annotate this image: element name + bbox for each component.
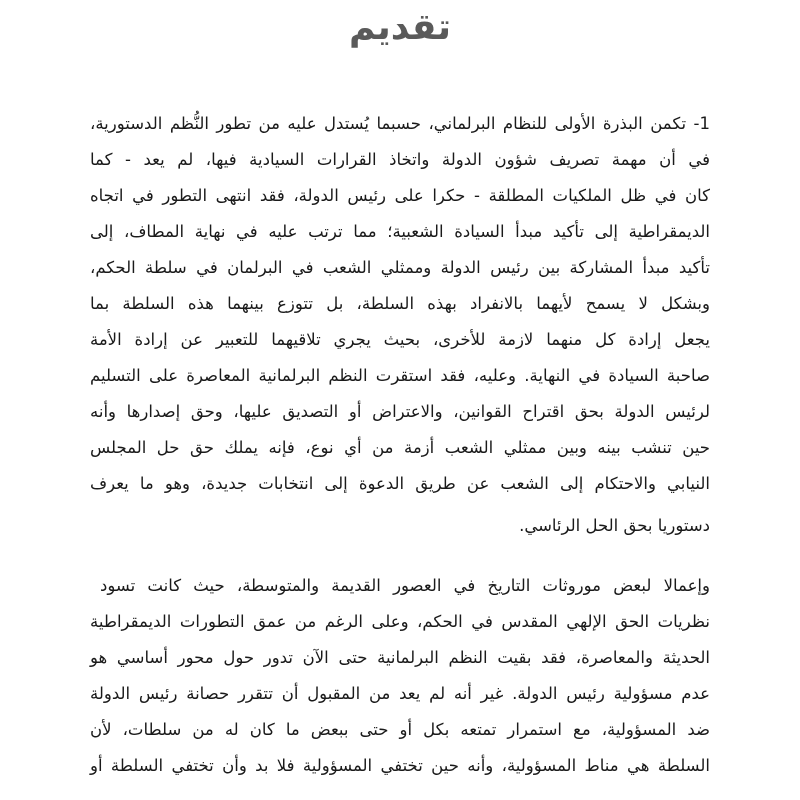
text-line: كان في ظل الملكيات المطلقة - حكرا على رئيس الدولة، فقد انتهى التطور في اتجاه [90,186,710,205]
text-line: تأكيد مبدأ المشاركة بين رئيس الدولة وممثلي الشعب في البرلمان في سلطة الحكم، [90,258,710,277]
text-line: دستوريا بحق الحل الرئاسي. [519,516,710,535]
text-line: يجعل إرادة كل منهما لازمة للأخرى، بحيث يجري تلاقيهما للتعبير عن إرادة الأمة [90,330,710,349]
text-line: صاحبة السيادة في النهاية. وعليه، فقد استقرت النظم البرلمانية المعاصرة على التسليم [90,366,710,385]
text-line: السلطة هي مناط المسؤولية، وأنه حين تختفي المسؤولية فلا بد وأن تختفي السلطة أو [90,756,710,775]
text-line: وإعمالا لبعض موروثات التاريخ في العصور القديمة والمتوسطة، حيث كانت تسود [100,576,710,595]
text-line: الحديثة والمعاصرة، فقد بقيت النظم البرلمانية حتى الآن تدور حول محور أساسي هو [90,648,710,667]
text-line: في أن مهمة تصريف شؤون الدولة واتخاذ القرارات السيادية فيها، لم يعد - كما [90,150,710,169]
text-line: عدم مسؤولية رئيس الدولة. غير أنه لم يعد من المقبول أن تتقرر حصانة رئيس الدولة [90,684,710,703]
text-line: الديمقراطية إلى تأكيد مبدأ السيادة الشعبية؛ مما ترتب عليه في نهاية المطاف، إلى [90,222,710,241]
text-line: النيابي والاحتكام إلى الشعب عن طريق الدعوة إلى انتخابات جديدة، وهو ما يعرف [90,474,710,493]
text-line: حين تنشب بينه وبين ممثلي الشعب أزمة من أي نوع، فإنه يملك حق حل المجلس [90,438,710,457]
text-line: نظريات الحق الإلهي المقدس في الحكم، وعلى الرغم من عمق التطورات الديمقراطية [90,612,710,631]
page-title: تقديم [349,7,451,48]
text-line: لرئيس الدولة بحق اقتراح القوانين، والاعتراض أو التصديق عليها، وحق إصدارها وأنه [90,402,710,421]
text-line: ضد المسؤولية، مع استمرار تمتعه بكل أو حتى ببعض ما كان له من سلطات، لأن [90,720,710,739]
text-line: وبشكل لا يسمح لأيهما بالانفراد بهذه السلطة، بل تتوزع بينهما هذه السلطة بما [90,294,710,313]
text-line: 1- تكمن البذرة الأولى للنظام البرلماني، حسبما يُستدل عليه من تطور النُّظم الدستورية، [90,114,710,133]
